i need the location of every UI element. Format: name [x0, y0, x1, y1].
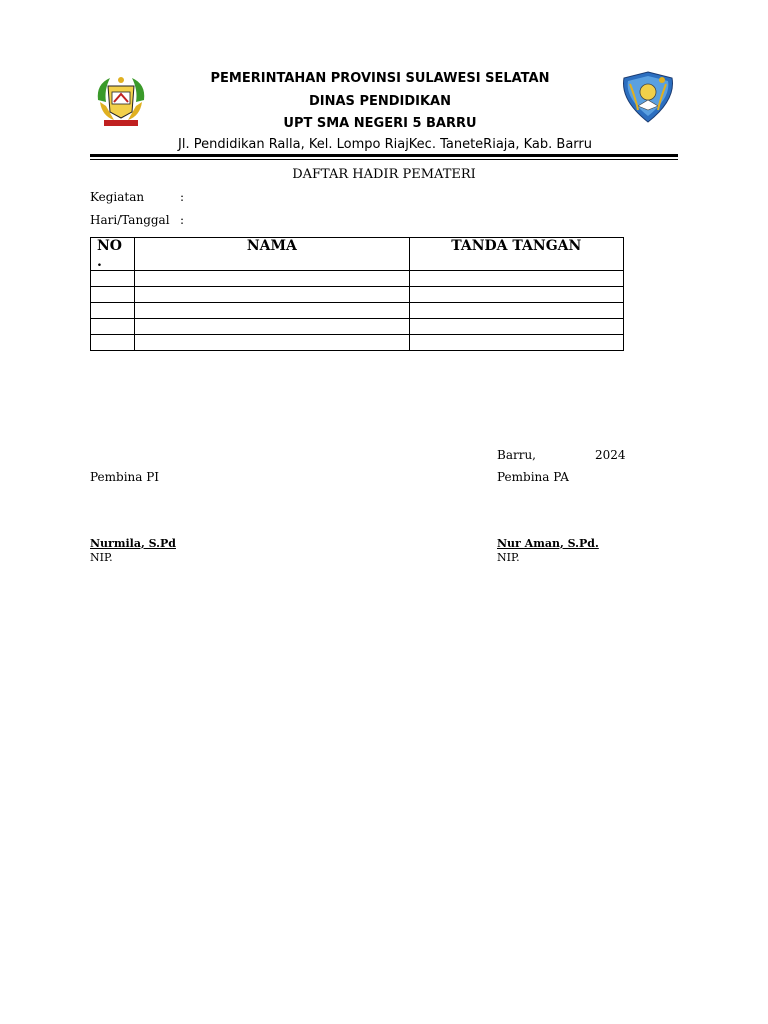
document-title: DAFTAR HADIR PEMATERI — [292, 167, 476, 182]
left-signer-name: Nurmila, S.Pd — [90, 537, 176, 550]
school-emblem-icon — [616, 70, 680, 124]
cell-ttd[interactable] — [409, 335, 623, 351]
hari-colon: : — [180, 213, 185, 227]
table-header-row — [91, 238, 624, 271]
header-department: DINAS PENDIDIKAN — [308, 94, 452, 109]
header-no-text: NO — [97, 238, 122, 254]
left-signer-role: Pembina PI — [90, 470, 160, 484]
signature-year: 2024 — [595, 448, 626, 462]
header-tanda-tangan: TANDA TANGAN — [409, 238, 623, 271]
kegiatan-colon: : — [180, 190, 185, 204]
header-address: Jl. Pendidikan Ralla, Kel. Lompo RiajKec. TaneteRiaja, Kab. Barru — [178, 137, 592, 152]
cell-nama[interactable] — [135, 271, 410, 287]
cell-ttd[interactable] — [409, 287, 623, 303]
cell-no[interactable] — [91, 271, 135, 287]
header-no — [91, 238, 135, 271]
header-nama: NAMA — [135, 238, 410, 271]
hari-label: Hari/Tanggal — [90, 213, 170, 227]
header-government: PEMERINTAHAN PROVINSI SULAWESI SELATAN — [210, 71, 550, 86]
attendance-table — [90, 237, 624, 351]
table-row — [91, 287, 624, 303]
cell-ttd[interactable] — [409, 319, 623, 335]
header-rule-thick — [90, 154, 678, 157]
left-signer-nip: NIP. — [90, 551, 113, 564]
cell-nama[interactable] — [135, 335, 410, 351]
cell-ttd[interactable] — [409, 271, 623, 287]
cell-nama[interactable] — [135, 287, 410, 303]
right-signer-role: Pembina PA — [497, 470, 569, 484]
table-row — [91, 319, 624, 335]
table-row — [91, 303, 624, 319]
right-signer-name: Nur Aman, S.Pd. — [497, 537, 599, 550]
table-row — [91, 271, 624, 287]
header-rule-thin — [90, 159, 678, 160]
cell-no[interactable] — [91, 319, 135, 335]
header-school: UPT SMA NEGERI 5 BARRU — [283, 116, 477, 131]
cell-ttd[interactable] — [409, 303, 623, 319]
cell-no[interactable] — [91, 303, 135, 319]
header-no-dot: . — [97, 254, 102, 270]
kegiatan-label: Kegiatan — [90, 190, 145, 204]
table-row — [91, 335, 624, 351]
cell-no[interactable] — [91, 335, 135, 351]
cell-nama[interactable] — [135, 319, 410, 335]
cell-no[interactable] — [91, 287, 135, 303]
right-signer-nip: NIP. — [497, 551, 520, 564]
cell-nama[interactable] — [135, 303, 410, 319]
signature-place: Barru, — [497, 448, 536, 462]
provincial-emblem-icon — [92, 72, 150, 130]
